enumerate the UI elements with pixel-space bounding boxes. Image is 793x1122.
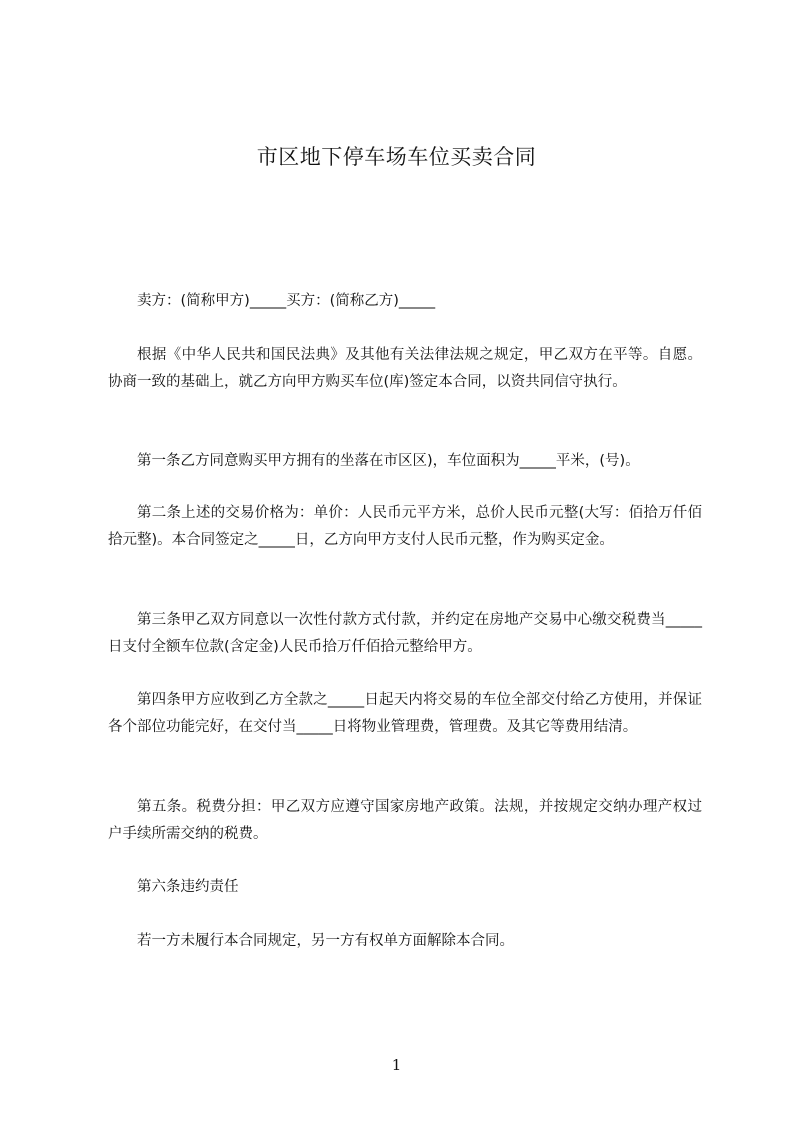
article-3: 第三条甲乙双方同意以一次性付款方式付款，并约定在房地产交易中心缴交税费当_____日支付全额车位款(含定金)人民币拾万仟佰拾元整给甲方。 <box>108 612 702 655</box>
parties-line: 卖方：(简称甲方)_____买方：(简称乙方)_____ <box>137 293 436 309</box>
article-4: 第四条甲方应收到乙方全款之_____日起天内将交易的车位全部交付给乙方使用，并保证各个部位功能完好，在交付当_____日将物业管理费，管理费。及其它等费用结清。 <box>108 692 702 735</box>
document-title: 市区地下停车场车位买卖合同 <box>256 145 537 169</box>
article-1: 第一条乙方同意购买甲方拥有的坐落在市区区)，车位面积为_____平米，(号)。 <box>137 453 640 469</box>
article-5: 第五条。税费分担：甲乙双方应遵守国家房地产政策。法规，并按规定交纳办理产权过户手续所需交纳的税费。 <box>108 799 702 842</box>
article-6-heading: 第六条违约责任 <box>137 879 239 895</box>
article-6-body: 若一方未履行本合同规定，另一方有权单方面解除本合同。 <box>137 933 514 949</box>
page-number: 1 <box>391 1056 402 1074</box>
article-2: 第二条上述的交易价格为：单价：人民币元平方米，总价人民币元整(大写：佰拾万仟佰拾元整)。本合同签定之_____日，乙方向甲方支付人民币元整，作为购买定金。 <box>108 505 702 548</box>
preamble-paragraph: 根据《中华人民共和国民法典》及其他有关法律法规之规定，甲乙双方在平等。自愿。协商一致的基础上，就乙方向甲方购买车位(库)签定本合同，以资共同信守执行。 <box>108 347 702 390</box>
